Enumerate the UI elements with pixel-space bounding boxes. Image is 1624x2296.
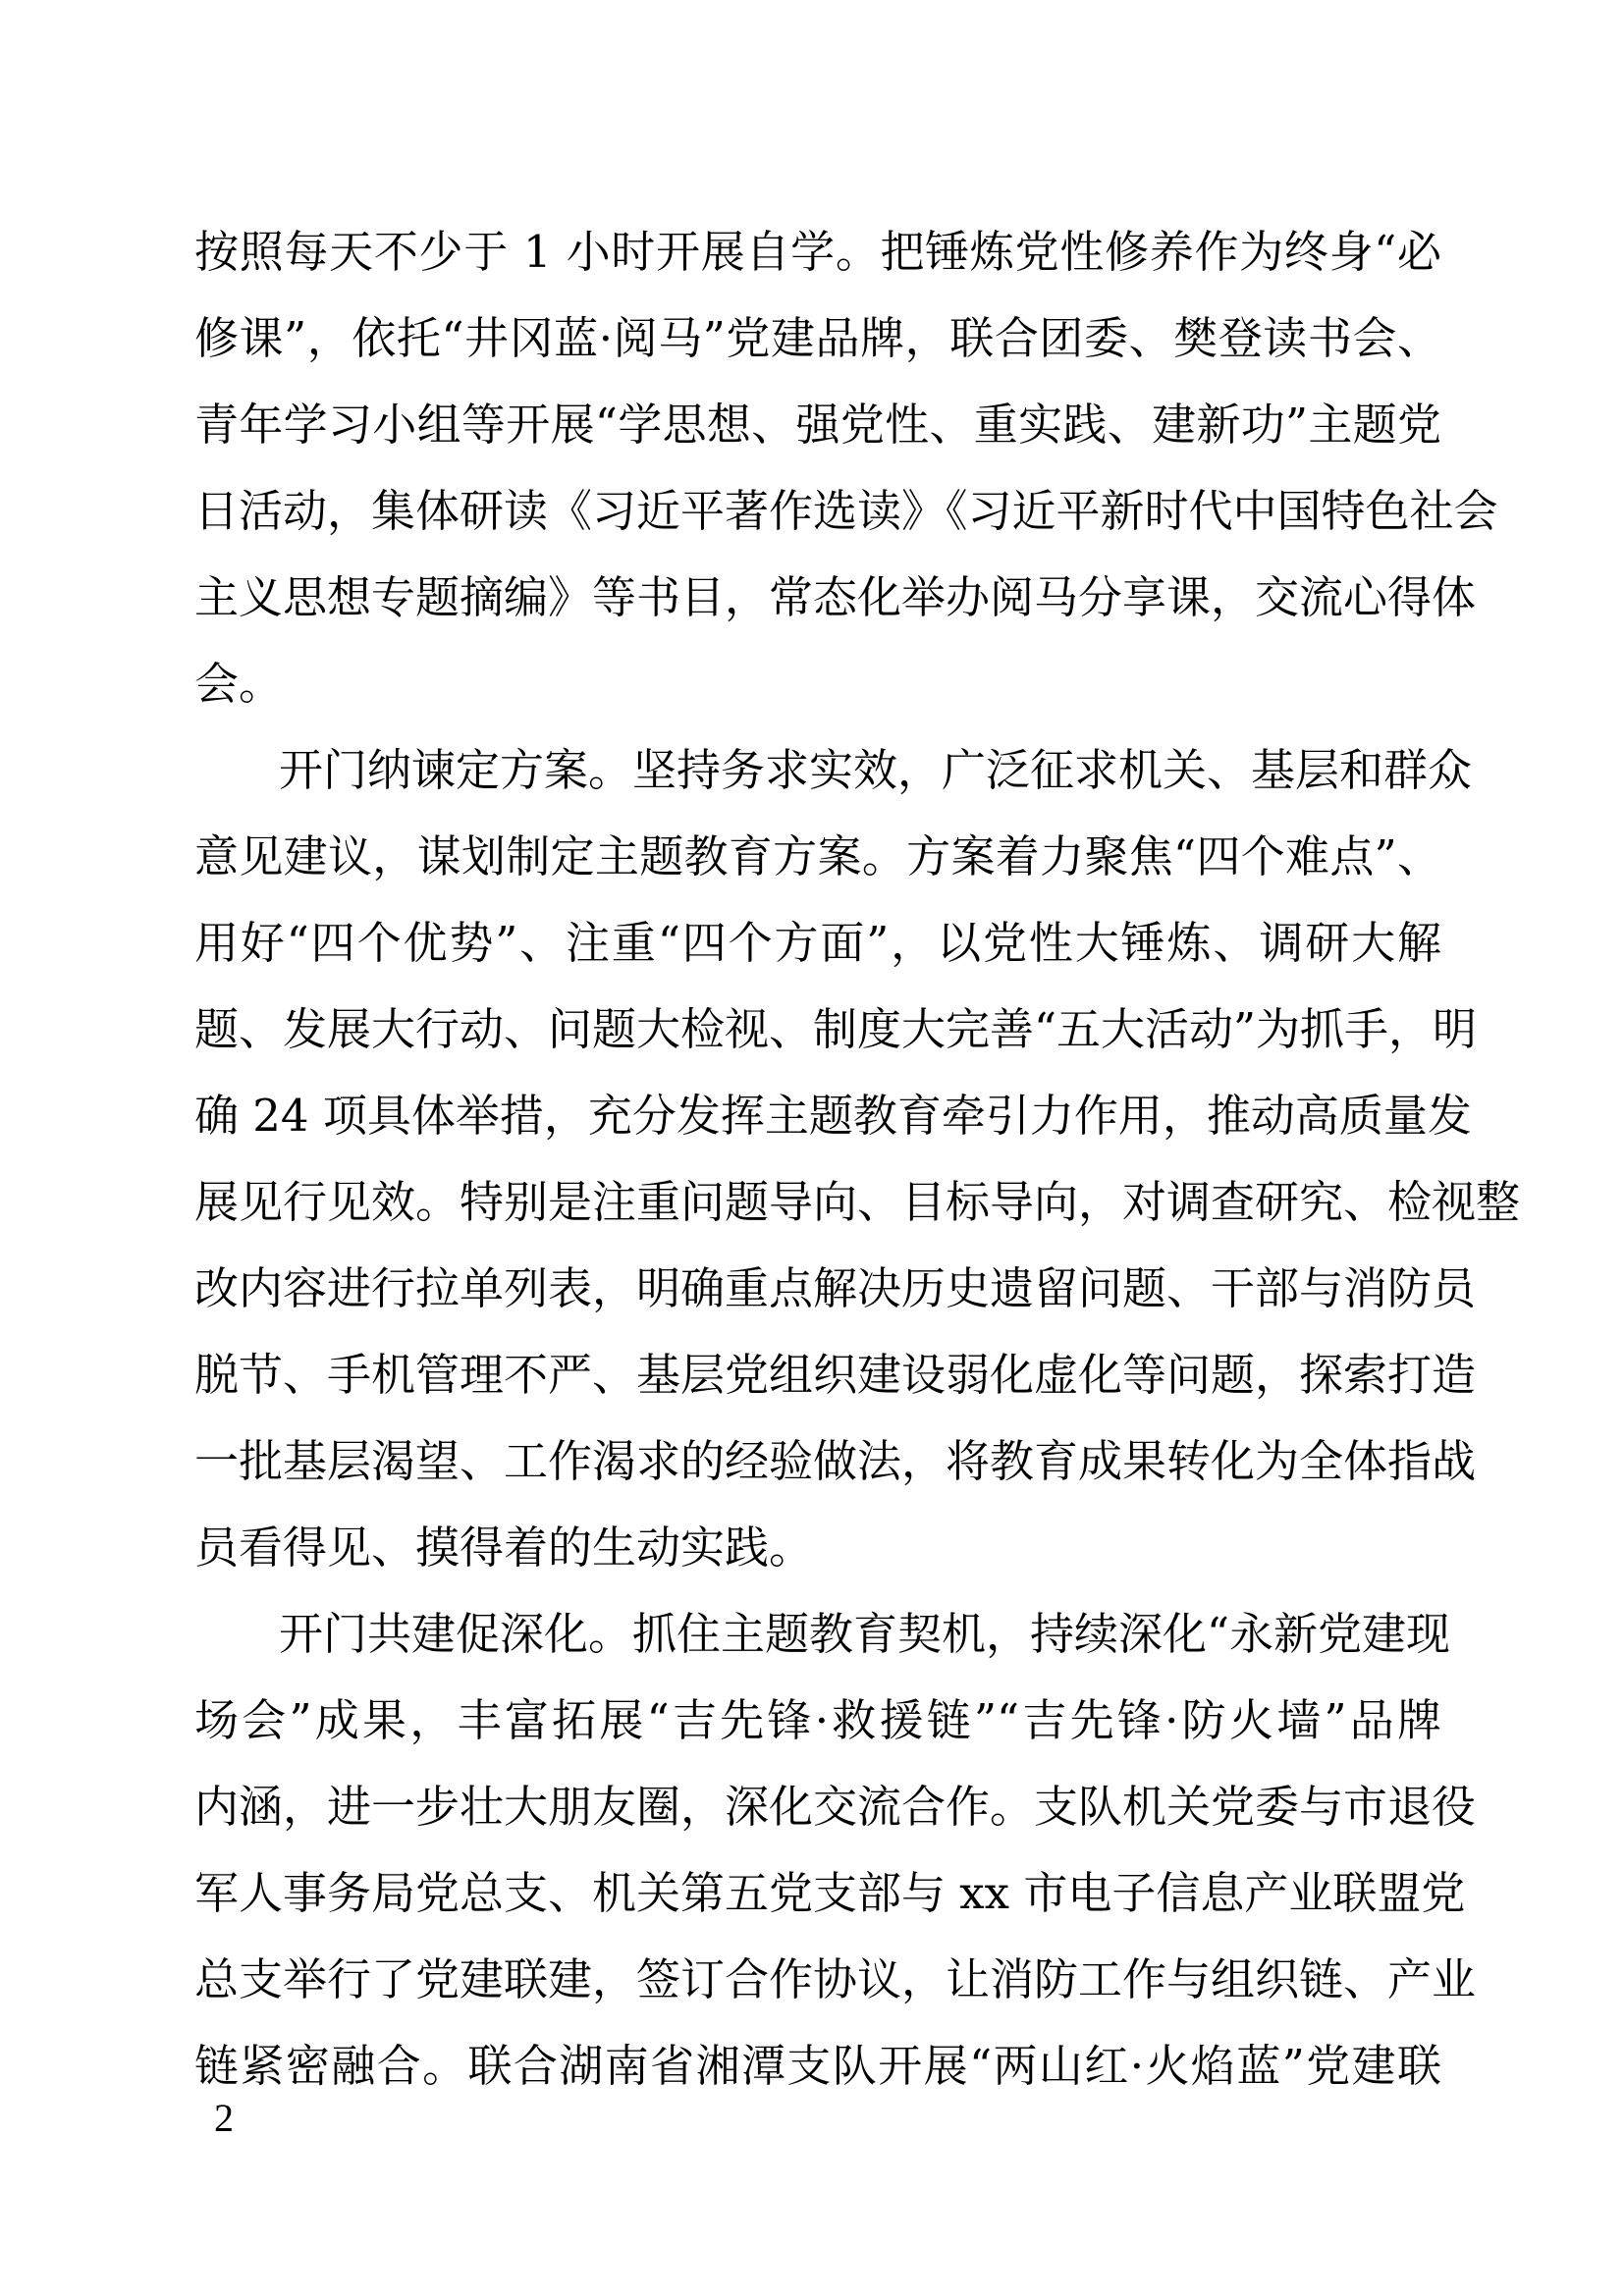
text-line: 日活动，集体研读《习近平著作选读》《习近平新时代中国特色社会	[194, 485, 1498, 537]
text-line: 链紧密融合。联合湖南省湘潭支队开展“两山红·火焰蓝”党建联	[194, 2040, 1441, 2092]
text-line: 会。	[194, 658, 284, 710]
paragraph-start-line: 开门共建促深化。抓住主题教育契机，持续深化“永新党建现	[279, 1608, 1451, 1660]
page-number: 2	[214, 2096, 234, 2140]
text-line: 用好“四个优势”、注重“四个方面”，以党性大锤炼、调研大解	[194, 917, 1441, 969]
text-line: 脱节、手机管理不严、基层党组织建设弱化虚化等问题，探索打造	[194, 1349, 1477, 1401]
text-line: 改内容进行拉单列表，明确重点解决历史遗留问题、干部与消防员	[194, 1262, 1477, 1314]
body-text	[194, 209, 1521, 2109]
text-line: 主义思想专题摘编》等书目，常态化举办阅马分享课，交流心得体	[194, 571, 1477, 623]
text-line: 场会”成果，丰富拓展“吉先锋·救援链”“吉先锋·防火墙”品牌	[194, 1694, 1441, 1746]
text-line: 员看得见、摸得着的生动实践。	[194, 1522, 814, 1574]
text-line: 军人事务局党总支、机关第五党支部与 xx 市电子信息产业联盟党	[194, 1867, 1466, 1919]
text-line: 展见行见效。特别是注重问题导向、目标导向，对调查研究、检视整	[194, 1176, 1521, 1228]
text-line: 确 24 项具体举措，充分发挥主题教育牵引力作用，推动高质量发	[194, 1090, 1472, 1142]
text-line: 总支举行了党建联建，签订合作协议，让消防工作与组织链、产业	[194, 1953, 1477, 2005]
paragraph-start-line: 开门纳谏定方案。坚持务求实效，广泛征求机关、基层和群众	[279, 744, 1473, 796]
text-line: 一批基层渴望、工作渴求的经验做法，将教育成果转化为全体指战	[194, 1435, 1477, 1487]
text-line: 修课”，依托“井冈蓝·阅马”党建品牌，联合团委、樊登读书会、	[194, 312, 1441, 364]
text-line: 意见建议，谋划制定主题教育方案。方案着力聚焦“四个难点”、	[194, 830, 1441, 882]
text-line: 按照每天不少于 1 小时开展自学。把锤炼党性修养作为终身“必	[194, 226, 1441, 278]
text-line: 内涵，进一步壮大朋友圈，深化交流合作。支队机关党委与市退役	[194, 1781, 1477, 1833]
text-line: 青年学习小组等开展“学思想、强党性、重实践、建新功”主题党	[194, 399, 1441, 451]
text-line: 题、发展大行动、问题大检视、制度大完善“五大活动”为抓手，明	[194, 1003, 1478, 1055]
